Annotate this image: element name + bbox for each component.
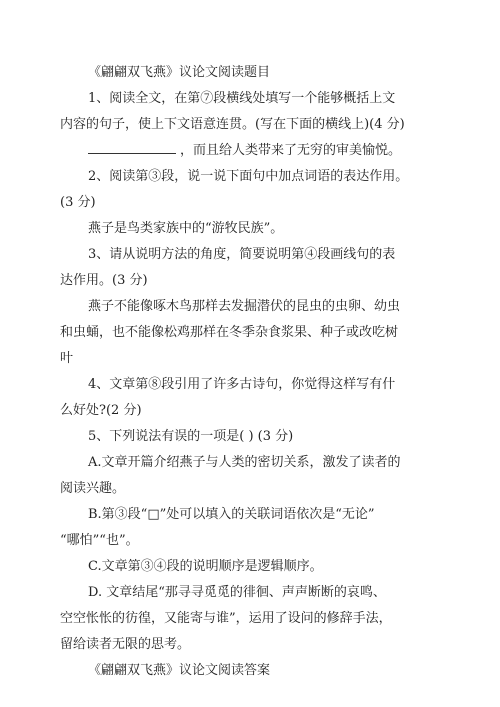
q1-line-3: ，而且给人类带来了无穷的审美愉悦。 [180, 143, 402, 158]
q4-line-2: 么好处?(2 分) [60, 403, 142, 418]
q2-line-2: (3 分) [60, 195, 96, 210]
q5-option-c: C.文章第③④段的说明顺序是逻辑顺序。 [88, 559, 323, 574]
answer-blank [88, 138, 176, 154]
q3-quote-3: 叶 [60, 351, 74, 366]
q1-line-1: 1、阅读全文，在第⑦段横线处填写一个能够概括上文 [88, 91, 396, 106]
q5-option-a-1: A.文章开篇介绍燕子与人类的密切关系，激发了读者的 [88, 455, 401, 470]
doc-title: 《翩翩双飞燕》议论文阅读题目 [88, 65, 271, 80]
q5-option-b-2: “哪怕”“也”。 [60, 533, 139, 548]
q1-line-2: 内容的句子，使上下文语意连贯。(写在下面的横线上)(4 分) [60, 117, 405, 132]
q5-line-1: 5、下列说法有误的一项是( ) (3 分) [88, 429, 294, 444]
q1-answer-line [88, 138, 440, 164]
q3-line-1: 3、请从说明方法的角度，简要说明第④段画线句的表 [88, 247, 396, 262]
q3-quote-1: 燕子不能像啄木鸟那样去发掘潜伏的昆虫的虫卵、幼虫 [88, 299, 401, 314]
q5-option-d-3: 留给读者无限的思考。 [60, 637, 191, 652]
q5-option-d-2: 空空怅怅的彷徨，又能寄与谁”，运用了设问的修辞手法， [60, 611, 392, 626]
answer-title: 《翩翩双飞燕》议论文阅读答案 [88, 663, 271, 678]
q5-option-d-1: D. 文章结尾“那寻寻觅觅的徘徊、声声断断的哀鸣、 [88, 585, 386, 600]
q5-option-b-1: B.第③段“□”处可以填入的关联词语依次是“无论” [88, 507, 375, 522]
q2-quote: 燕子是鸟类家族中的“游牧民族”。 [88, 221, 284, 236]
q5-option-a-2: 阅读兴趣。 [60, 481, 126, 496]
q3-line-2: 达作用。(3 分) [60, 273, 148, 288]
q3-quote-2: 和虫蛹，也不能像松鸡那样在冬季杂食浆果、种子或改吃树 [60, 325, 399, 340]
q4-line-1: 4、文章第⑧段引用了许多古诗句，你觉得这样写有什 [88, 377, 396, 392]
q2-line-1: 2、阅读第③段，说一说下面句中加点词语的表达作用。 [88, 169, 409, 184]
